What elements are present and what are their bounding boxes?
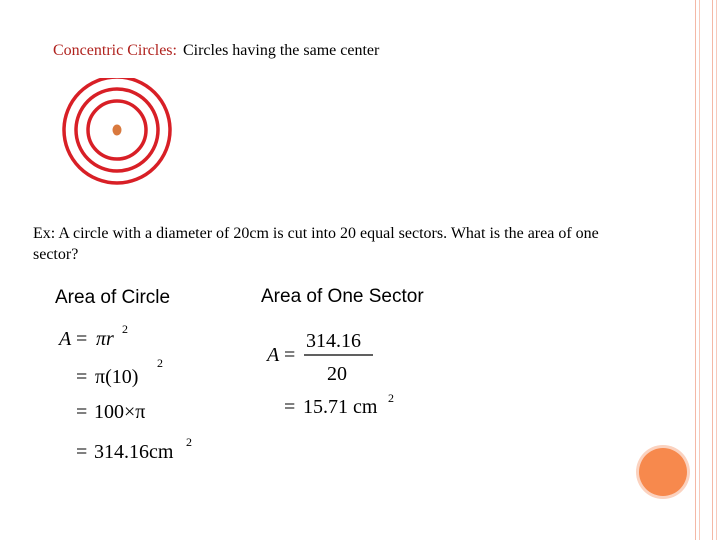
svg-text:20: 20 bbox=[327, 363, 347, 385]
svg-text:=: = bbox=[76, 366, 88, 388]
area-of-circle-heading: Area of Circle bbox=[55, 287, 171, 308]
term-label: Concentric Circles: bbox=[53, 42, 177, 59]
circle-area-line-3 bbox=[76, 401, 145, 423]
svg-text:=: = bbox=[76, 328, 88, 350]
svg-text:2: 2 bbox=[186, 435, 192, 449]
example-problem: Ex: A circle with a diameter of 20cm is cut into 20 equal sectors. What is the area of one sector? bbox=[33, 225, 599, 263]
svg-text:100×π: 100×π bbox=[94, 401, 146, 423]
svg-text:A: A bbox=[267, 344, 280, 366]
svg-text:=: = bbox=[76, 441, 88, 463]
svg-text:2: 2 bbox=[388, 391, 394, 405]
svg-text:=: = bbox=[76, 401, 88, 423]
term-definition: Circles having the same center bbox=[182, 42, 380, 59]
circle-area-line-2 bbox=[76, 356, 163, 388]
svg-text:π(10): π(10) bbox=[95, 366, 139, 388]
svg-text:314.16: 314.16 bbox=[306, 330, 361, 352]
sector-area-fraction bbox=[265, 330, 373, 385]
svg-text:2: 2 bbox=[157, 356, 163, 370]
svg-text:πr: πr bbox=[96, 328, 114, 350]
svg-text:A: A bbox=[59, 328, 72, 350]
svg-text:=: = bbox=[284, 344, 296, 366]
svg-text:15.71 cm: 15.71 cm bbox=[303, 396, 378, 418]
svg-text:=: = bbox=[284, 396, 296, 418]
svg-text:314.16cm: 314.16cm bbox=[94, 441, 174, 463]
area-of-sector-heading: Area of One Sector bbox=[261, 286, 424, 307]
sector-area-result bbox=[284, 391, 394, 418]
circle-area-line-1 bbox=[57, 322, 128, 350]
svg-text:2: 2 bbox=[122, 322, 128, 336]
circle-area-line-4 bbox=[76, 435, 192, 463]
